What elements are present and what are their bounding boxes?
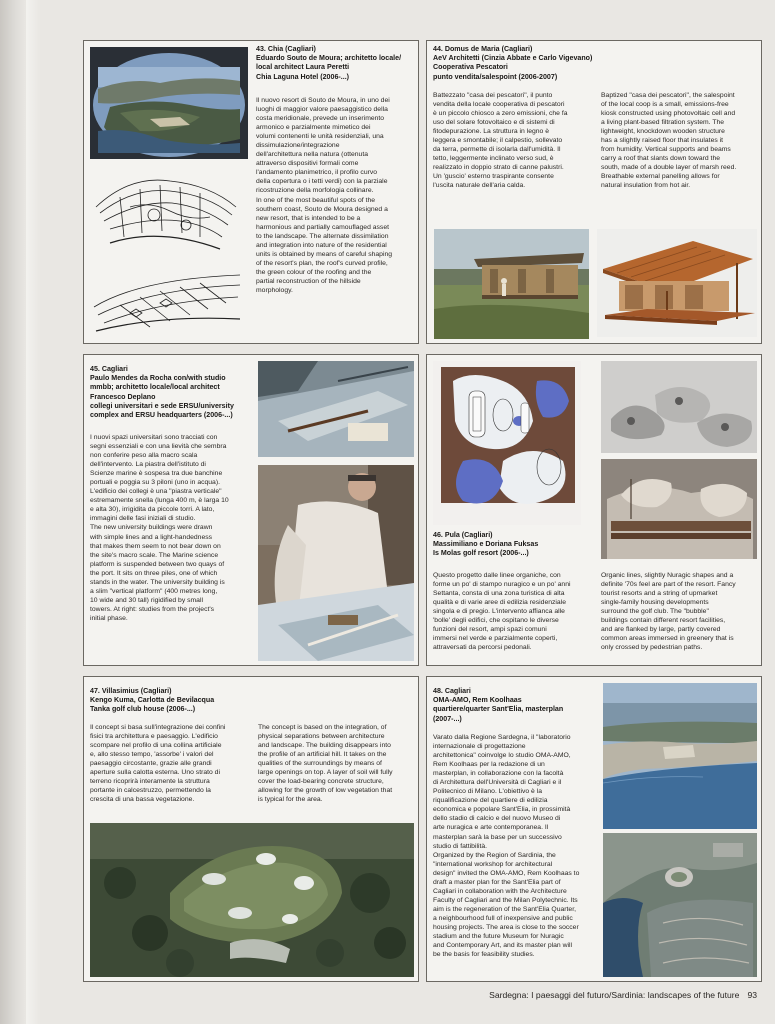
tanka-club-house-rendering bbox=[90, 823, 414, 977]
p45-text: I nuovi spazi universitari sono tracciati con segni essenziali e con una lievità che sembra non conferire peso alla macro scala dell'intervento. La piastra dell'istituto di Scienze marine è sospesa tra due banchine portuali e poggia su 3 piloni (uno in acqua). L'edificio dei collegi è una "piastra verticale" estremamente snella (lunga 400 m, è larga 10 e alta 30), irrigidita da piccole torri. A lato, immagini delle fasi iniziali di studio. The new university buildings were drawn with simple lines and a light-handedness that makes them seem to not bear down on the site's macro scale. The Marine science platform is suspended between two quays of the port. It sits on three piles, one of which stands in the water. The university building is a slim "vertical platform" (400 metres long, 10 wide and 30 tall) rigidified by small towers. At right: studies from the project's initial phase. bbox=[90, 434, 229, 622]
p45-heading: 45. Cagliari Paulo Mendes da Rocha con/with studio mmbb; architetto locale/local architect Francesco Deplano collegi universitari e sede ERSU/university complex and ERSU headquarters (2006-...) bbox=[90, 365, 234, 420]
panel-47-villasimius bbox=[83, 676, 419, 982]
model-study-photo-top bbox=[258, 361, 414, 457]
p47-text-it: Il concept si basa sull'integrazione dei confini fisici tra architettura e paesaggio. L'edificio scompare nel profilo di una collina artificiale e, allo stesso tempo, 'assorbe' i valori del paesaggio circostante, grazie alle grandi aperture sulla calotta esterna. Uno strato di terreno ricoprirà interamente la struttura portante in calcestruzzo, permettendo la crescita di una bassa vegetazione. bbox=[90, 724, 226, 804]
panel-48-cagliari-sant-elia bbox=[426, 676, 762, 982]
chia-sketch-plan bbox=[90, 265, 246, 339]
page-edge bbox=[26, 0, 40, 1024]
architect-at-model-photo bbox=[258, 465, 414, 661]
bubble-model-photo-bottom bbox=[601, 459, 757, 559]
sant-elia-satellite-map bbox=[603, 833, 757, 977]
is-molas-site-plan bbox=[433, 361, 581, 525]
panel-44-domus-de-maria bbox=[426, 40, 762, 344]
p44-text-it: Battezzato "casa dei pescatori", il punto vendita della locale cooperativa di pescatori è un piccolo chiosco a zero emissioni, che fa uso del solare fotovoltaico e di sistemi di fitodepurazione. La struttura in legno è leggera e smontabile; il calpestio, sollevato da terra, permette di isolarla dall'umidità. Il tetto, leggermente inclinato verso sud, è realizzato in doppio strato di canne palustri. Un 'guscio' esterno traspirante consente l'uscita naturale dell'aria calda. bbox=[433, 92, 568, 190]
page-number: 93 bbox=[747, 990, 757, 1000]
p48-text: Varato dalla Regione Sardegna, il "laboratorio internazionale di progettazione architettonica" coinvolge lo studio OMA-AMO, Rem Koolhaas per la redazione di un masterplan, in collaborazione con la facoltà di Architettura dell'Università di Cagliari e il Politecnico di Milano. L'obiettivo è la riqualificazione del quartiere di edilizia economica e popolare Sant'Elia, in prossimità dello stadio di calcio e del nuovo Museo di arte nuragica e arte contemporanea. Il masterplan sarà la base per un successivo studio di fattibilità. Organized by the Region of Sardinia, the "international workshop for architectural design" invited the OMA-AMO, Rem Koolhaas to draft a master plan for the Sant'Elia part of Cagliari in collaboration with the Architecture Faculty of Cagliari and the Milan Polytechnic. Its aim is the regeneration of the Sant'Elia Quarter, a neighbourhood full of inexpensive and public housing projects. The area is close to the soccer stadium and the future Museum for Nuragic and Contemporary Art, and its master plan will be the basis for feasibility studies. bbox=[433, 734, 580, 959]
panel-46-pula bbox=[426, 354, 762, 666]
chia-sketch-section bbox=[90, 167, 242, 259]
bubble-model-photo-top bbox=[601, 361, 757, 453]
p47-heading: 47. Villasimius (Cagliari) Kengo Kuma, Carlotta de Bevilacqua Tanka golf club house (2006-...) bbox=[90, 687, 215, 714]
kiosk-rendering bbox=[597, 229, 757, 337]
kiosk-photo bbox=[434, 229, 589, 339]
panel-45-cagliari-university bbox=[83, 354, 419, 666]
p46-text-en: Organic lines, slightly Nuragic shapes and a definite '70s feel are part of the resort. Fancy tourist resorts and a string of upmarket single-family housing developments surround the golf club. The "bubble" buildings contain different resort facilities, and are flanked by large, partly covered common areas immersed in greenery that is only crossed by pedestrian paths. bbox=[601, 572, 736, 652]
p47-text-en: The concept is based on the integration, of physical separations between architecture and landscape. The building disappears into the profile of an artificial hill. It takes on the qualities of the surroundings by means of large openings on top. A layer of soil will fully cover the load-bearing concrete structure, allowing for the growth of low vegetation that is typical for the area. bbox=[258, 724, 393, 804]
p44-text-en: Baptized "casa dei pescatori", the salespoint of the local coop is a small, emissions-free kiosk constructed using photovoltaic cell and a living plant-based filtration system. The lightweight, knockdown wooden structure has a slightly raised floor that insulates it from humidity. Vertical supports and beams carry a roof that slants down toward the south, made of a double layer of marsh reed. Breathable external panelling allows for natural insulation from hot air. bbox=[601, 92, 737, 190]
panel-43-chia bbox=[83, 40, 419, 344]
page-footer bbox=[489, 990, 757, 1000]
p43-heading: 43. Chia (Cagliari) Eduardo Souto de Moura; architetto locale/ local architect Laura Peretti Chia Laguna Hotel (2006-...) bbox=[256, 45, 402, 81]
p46-text-it: Questo progetto dalle linee organiche, con forme un po' di stampo nuragico e un po' anni Settanta, consta di una zona turistica di alta qualità e di varie aree di edilizia residenziale singola e di pregio. L'intervento affianca alle 'bolle' degli edifici, che ospitano le diverse funzioni del resort, ampi spazi comuni immersi nel verde e parzialmente coperti, attraversati da percorsi pedonali. bbox=[433, 572, 571, 652]
p43-text: Il nuovo resort di Souto de Moura, in uno dei luoghi di maggior valore paesaggistico della costa meridionale, prevede un inserimento armonico e parzialmente mimetico dei volumi contenenti le unità residenziali, una dissimulazione/integrazione dell'architettura nella natura (ottenuta attraverso dispositivi formali come l'andamento planimetrico, il profilo curvo della copertura o i tetti verdi) con la parziale ricostruzione della morfologia collinare. In one of the most beautiful spots of the southern coast, Souto de Moura designed a new resort, that is intended to be a harmonious and partially camouflaged asset to the landscape. The alternate dissimilation and integration into nature of the residential units is obtained by means of careful shaping of the resort's plan, the roof's curved profile, the green colour of the roofing and the partial reconstruction of the hillside morphology. bbox=[256, 97, 393, 294]
chia-aerial-photo bbox=[90, 47, 248, 159]
p44-heading: 44. Domus de Maria (Cagliari) AeV Architetti (Cinzia Abbate e Carlo Vigevano) Cooperativa Pescatori punto vendita/salespoint (2006-2007) bbox=[433, 45, 593, 81]
binding-gutter bbox=[0, 0, 26, 1024]
p46-heading: 46. Pula (Cagliari) Massimiliano e Doriana Fuksas Is Molas golf resort (2006-...) bbox=[433, 531, 539, 558]
p48-heading: 48. Cagliari OMA-AMO, Rem Koolhaas quartiere/quarter Sant'Elia, masterplan (2007-...) bbox=[433, 687, 564, 723]
footer-title: Sardegna: I paesaggi del futuro/Sardinia: landscapes of the future bbox=[489, 990, 740, 1000]
sant-elia-aerial-photo bbox=[603, 683, 757, 829]
